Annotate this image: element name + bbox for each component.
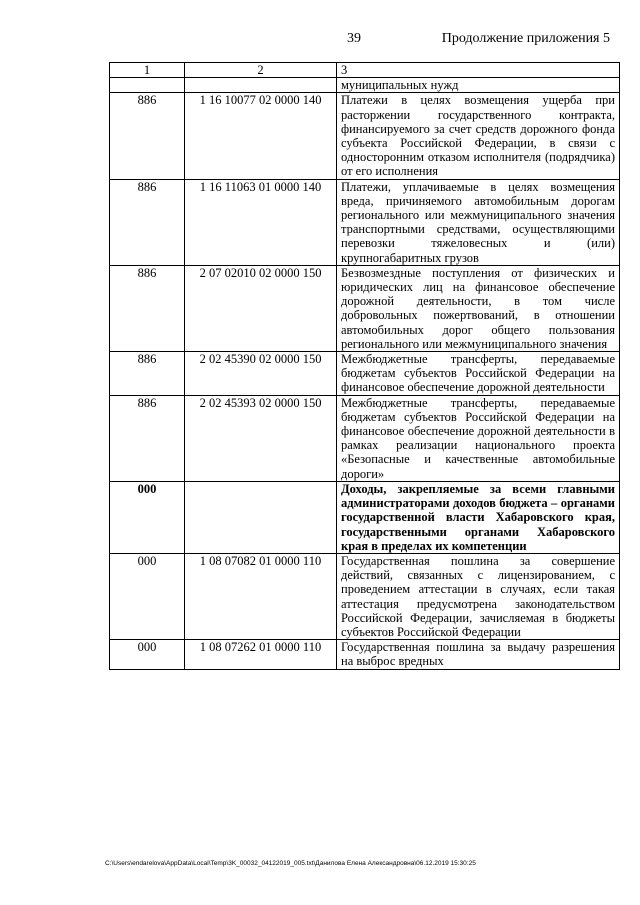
revenue-name-cell: Государственная пошлина за совершение действий, связанных с лицензированием, с проведением аттестации в случаях, если такая аттестация предусмотрена законодательством Российской Федерации, зачисляемая в бюджеты субъектов Российской Федерации bbox=[337, 553, 620, 639]
admin-code-cell: 886 bbox=[110, 265, 185, 351]
admin-code-cell: 886 bbox=[110, 395, 185, 481]
revenue-name-cell: Государственная пошлина за выдачу разрешения на выброс вредных bbox=[337, 640, 620, 669]
revenue-name-cell: Платежи, уплачиваемые в целях возмещения вреда, причиняемого автомобильным дорогам регионального или межмуниципального значения транспортными средствами, осуществляющими перевозки тяжеловесных и (или) крупногабаритных грузов bbox=[337, 179, 620, 265]
admin-code-cell: 886 bbox=[110, 179, 185, 265]
revenue-name-cell: Межбюджетные трансферты, передаваемые бюджетам субъектов Российской Федерации на финансовое обеспечение дорожной деятельности в рамках реализации национального проекта «Безопасные и качественные автомобильные дороги» bbox=[337, 395, 620, 481]
admin-code-cell: 886 bbox=[110, 93, 185, 179]
table-row bbox=[110, 352, 620, 396]
admin-code-cell: 000 bbox=[110, 640, 185, 669]
revenue-name-cell: Безвозмездные поступления от физических и юридических лиц на финансовое обеспечение дорожной деятельности, в том числе добровольных пожертвований, в отношении автомобильных дорог общего пользования регионального или межмуниципального значения bbox=[337, 265, 620, 351]
table-cell bbox=[185, 78, 337, 93]
table-row bbox=[110, 93, 620, 179]
admin-code-cell: 000 bbox=[110, 481, 185, 553]
col-header-3: 3 bbox=[337, 63, 620, 78]
revenue-code-cell: 1 08 07262 01 0000 110 bbox=[185, 640, 337, 669]
continuation-row bbox=[110, 78, 620, 93]
table-row bbox=[110, 265, 620, 351]
revenue-name-cell: Платежи в целях возмещения ущерба при расторжении государственного контракта, финансируемого за счет средств дорожного фонда субъекта Российской Федерации, в связи с односторонним отказом исполнителя (подрядчика) от его исполнения bbox=[337, 93, 620, 179]
table-header-row bbox=[110, 63, 620, 78]
appendix-continuation-title: Продолжение приложения 5 bbox=[441, 31, 610, 46]
revenue-code-cell: 1 16 10077 02 0000 140 bbox=[185, 93, 337, 179]
revenue-code-cell: 1 16 11063 01 0000 140 bbox=[185, 179, 337, 265]
col-header-1: 1 bbox=[110, 63, 185, 78]
revenue-code-cell bbox=[185, 481, 337, 553]
revenue-name-cell: Доходы, закрепляемые за всеми главными администраторами доходов бюджета – органами государственной власти Хабаровского края, государственными органами Хабаровского края в пределах их компетенции bbox=[337, 481, 620, 553]
col-header-2: 2 bbox=[185, 63, 337, 78]
revenue-codes-table bbox=[109, 62, 620, 670]
revenue-name-cell: Межбюджетные трансферты, передаваемые бюджетам субъектов Российской Федерации на финансовое обеспечение дорожной деятельности bbox=[337, 352, 620, 396]
table-row bbox=[110, 640, 620, 669]
admin-code-cell: 000 bbox=[110, 553, 185, 639]
table-row bbox=[110, 179, 620, 265]
file-path-footer: C:\Users\endarelova\AppData\Local\Temp\3K_00032_04122019_005.txt\Данилова Елена Александровна\06.12.2019 15:30:25 bbox=[105, 860, 476, 867]
admin-code-cell: 886 bbox=[110, 352, 185, 396]
table-cell bbox=[110, 78, 185, 93]
revenue-code-cell: 1 08 07082 01 0000 110 bbox=[185, 553, 337, 639]
revenue-code-cell: 2 07 02010 02 0000 150 bbox=[185, 265, 337, 351]
table-row bbox=[110, 553, 620, 639]
continuation-text: муниципальных нужд bbox=[337, 78, 620, 93]
revenue-code-cell: 2 02 45390 02 0000 150 bbox=[185, 352, 337, 396]
page-number: 39 bbox=[347, 31, 361, 46]
table-row bbox=[110, 481, 620, 553]
revenue-code-cell: 2 02 45393 02 0000 150 bbox=[185, 395, 337, 481]
table-row bbox=[110, 395, 620, 481]
